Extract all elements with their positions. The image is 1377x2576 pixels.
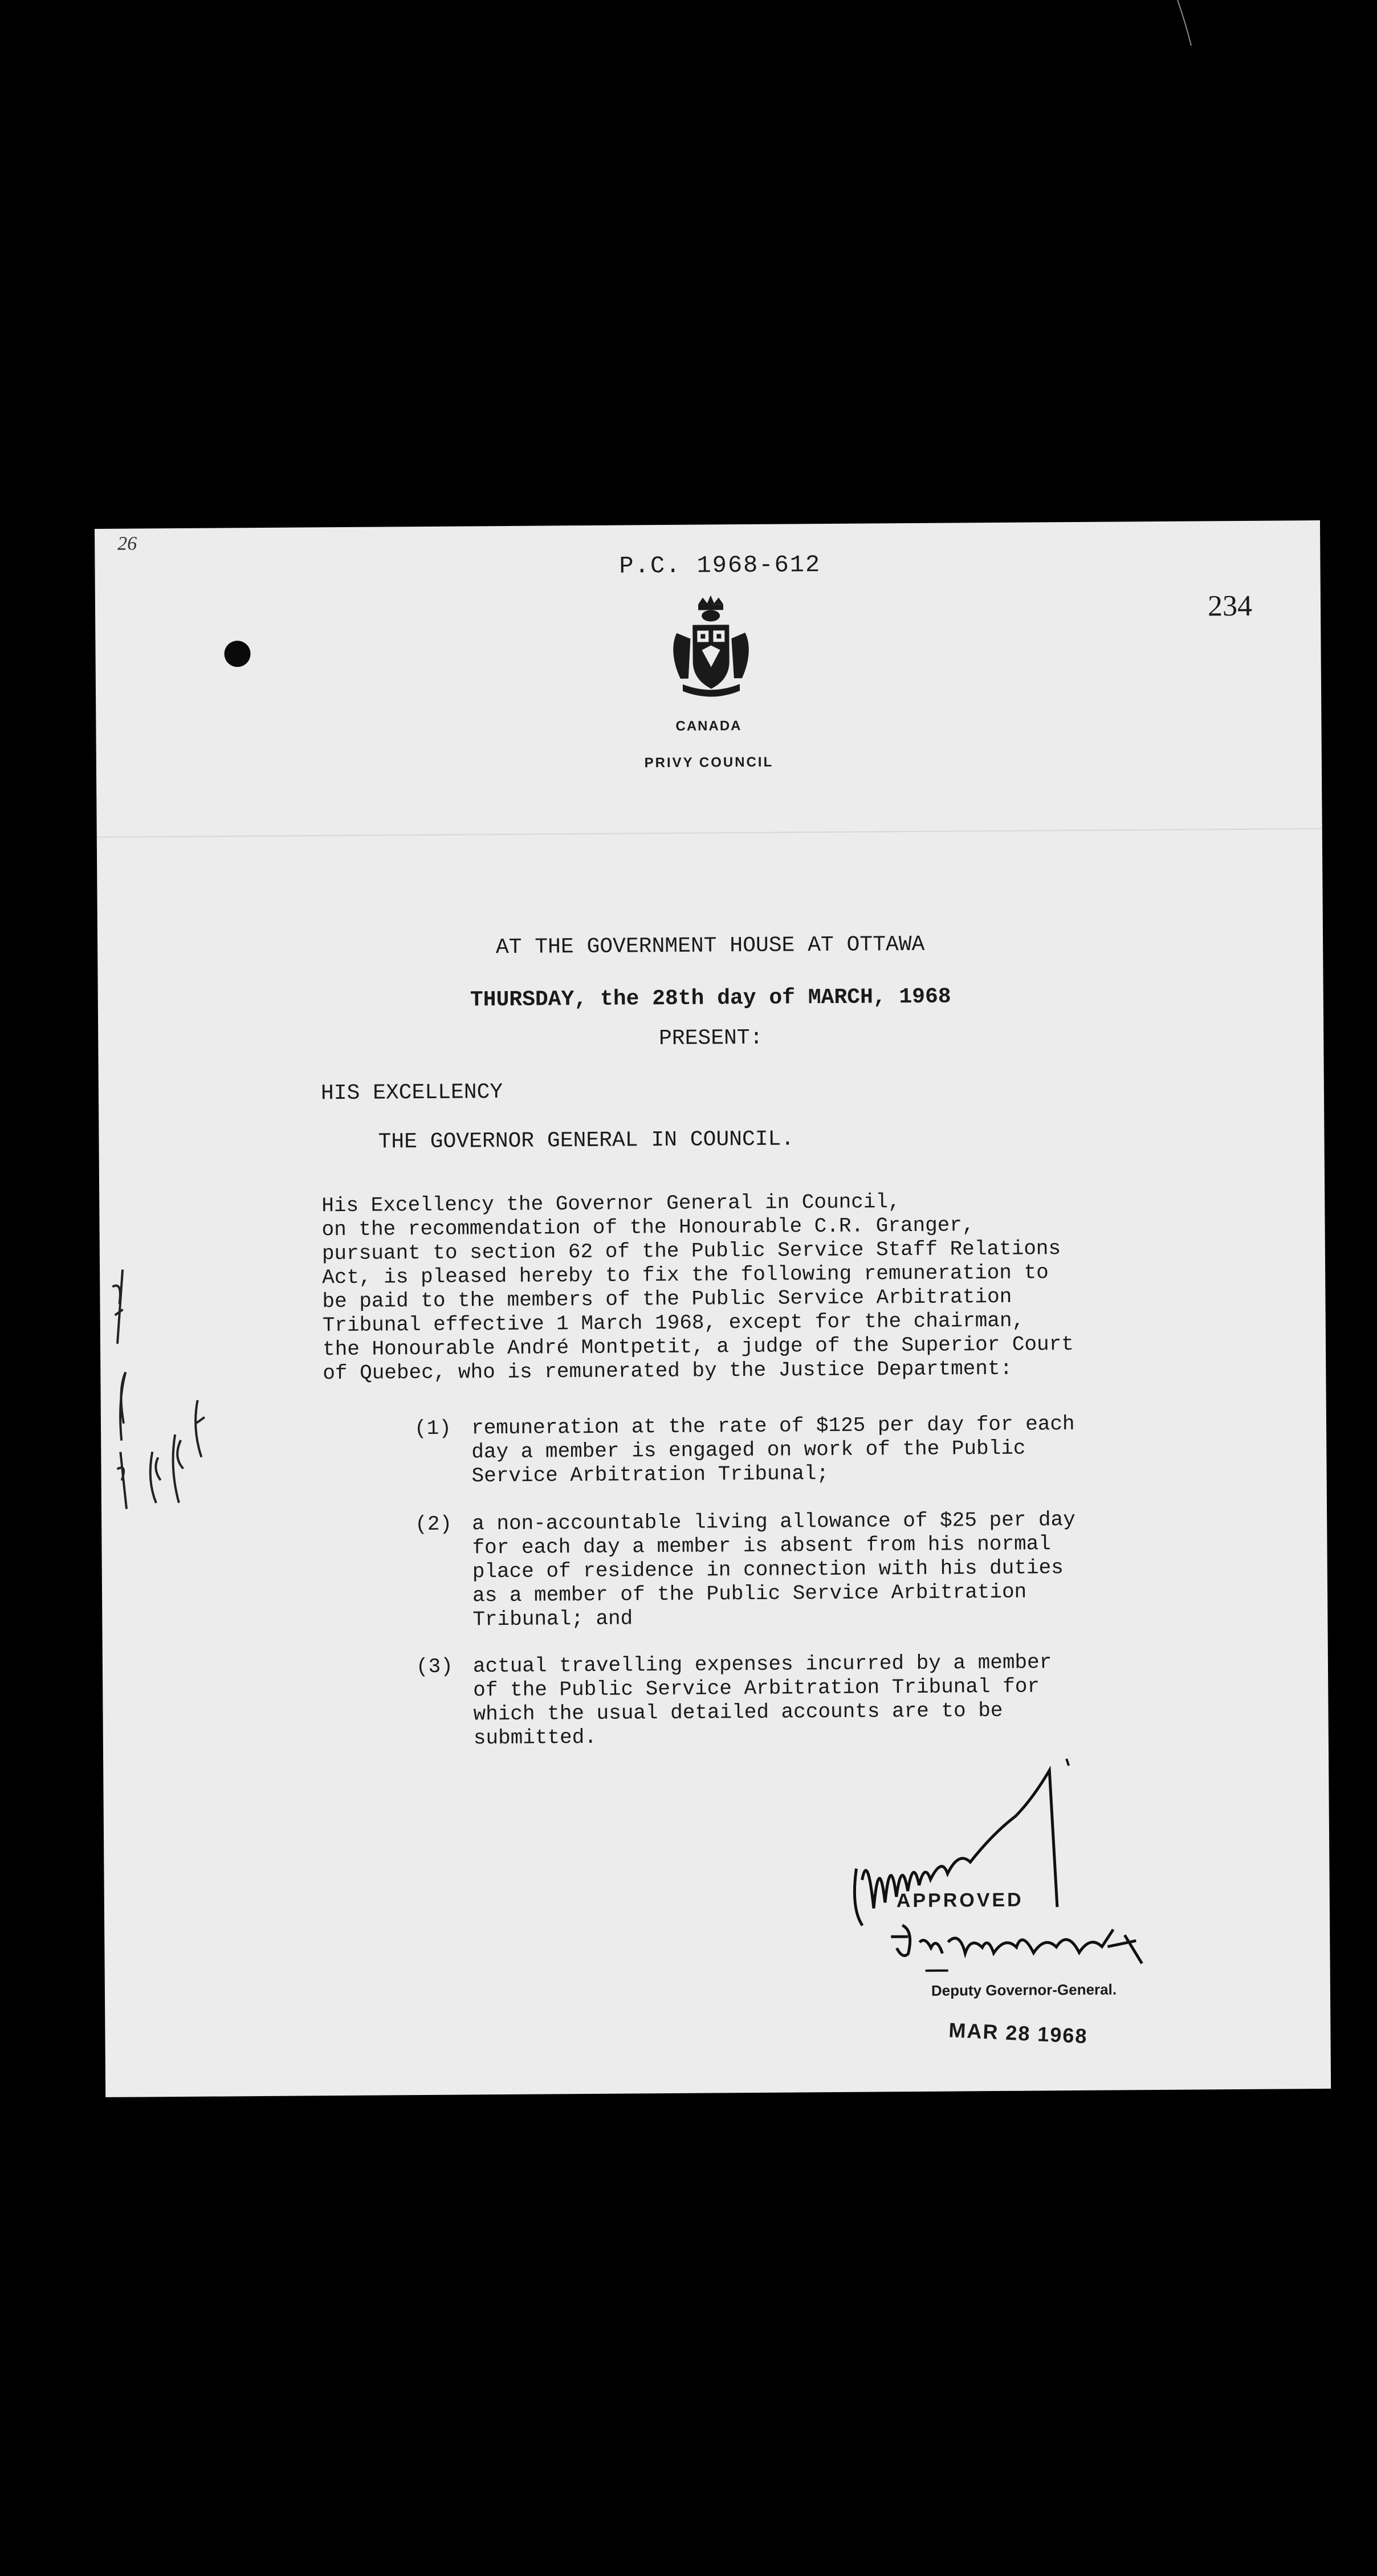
date-line: THURSDAY, the 28th day of MARCH, 1968 bbox=[470, 984, 951, 1013]
corner-annotation: 26 bbox=[117, 533, 137, 555]
deputy-signature bbox=[885, 1912, 1159, 1982]
punch-hole bbox=[224, 641, 250, 667]
margin-handwritten-notes bbox=[100, 1252, 215, 1538]
main-paragraph: His Excellency the Governor General in Council, on the recommendation of the Honourable C.R. Granger, pursuant to section 62 of the Public Service Staff Relations Act, is pleased hereby to fix the following remuneration to be paid to the members of the Public Service Arbitration Tribunal effective 1 March 1968, except for the chairman, the Honourable André Montpetit, a judge of the Superior Court of Quebec, who is remunerated by the Justice Department: bbox=[321, 1190, 1074, 1385]
governor-general-line: THE GOVERNOR GENERAL IN COUNCIL. bbox=[378, 1127, 795, 1155]
clause-text: a non-accountable living allowance of $25 per day for each day a member is absent from his normal place of residence in connection with his duties as a member of the Public Service Arbitration Tribunal; and bbox=[472, 1508, 1075, 1632]
deputy-governor-label: Deputy Governor-General. bbox=[931, 1980, 1117, 1999]
date-stamp: MAR 28 1968 bbox=[948, 2018, 1089, 2048]
clause-number: (2) bbox=[415, 1512, 453, 1536]
clause-item bbox=[415, 1507, 1168, 1638]
document-page bbox=[95, 520, 1331, 2097]
canada-coat-of-arms-icon bbox=[665, 593, 757, 702]
clause-item bbox=[414, 1412, 1167, 1497]
clause-text: remuneration at the rate of $125 per day for each day a member is engaged on work of the Public Service Arbitration Tribunal; bbox=[471, 1412, 1075, 1488]
page-number: 234 bbox=[1207, 589, 1253, 623]
present-line: PRESENT: bbox=[658, 1025, 763, 1051]
his-excellency-line: HIS EXCELLENCY bbox=[320, 1080, 503, 1106]
privy-council-label: PRIVY COUNCIL bbox=[644, 754, 774, 771]
canada-label: CANADA bbox=[675, 718, 742, 734]
film-scratch bbox=[1174, 0, 1197, 51]
order-number: P.C. 1968-612 bbox=[619, 551, 821, 580]
clause-number: (1) bbox=[414, 1416, 451, 1441]
clause-number: (3) bbox=[415, 1654, 453, 1679]
clause-text: actual travelling expenses incurred by a member of the Public Service Arbitration Tribunal for which the usual detailed accounts are to be submitted. bbox=[472, 1650, 1052, 1750]
approved-stamp: APPROVED bbox=[896, 1889, 1024, 1912]
location-line: AT THE GOVERNMENT HOUSE AT OTTAWA bbox=[495, 932, 925, 960]
